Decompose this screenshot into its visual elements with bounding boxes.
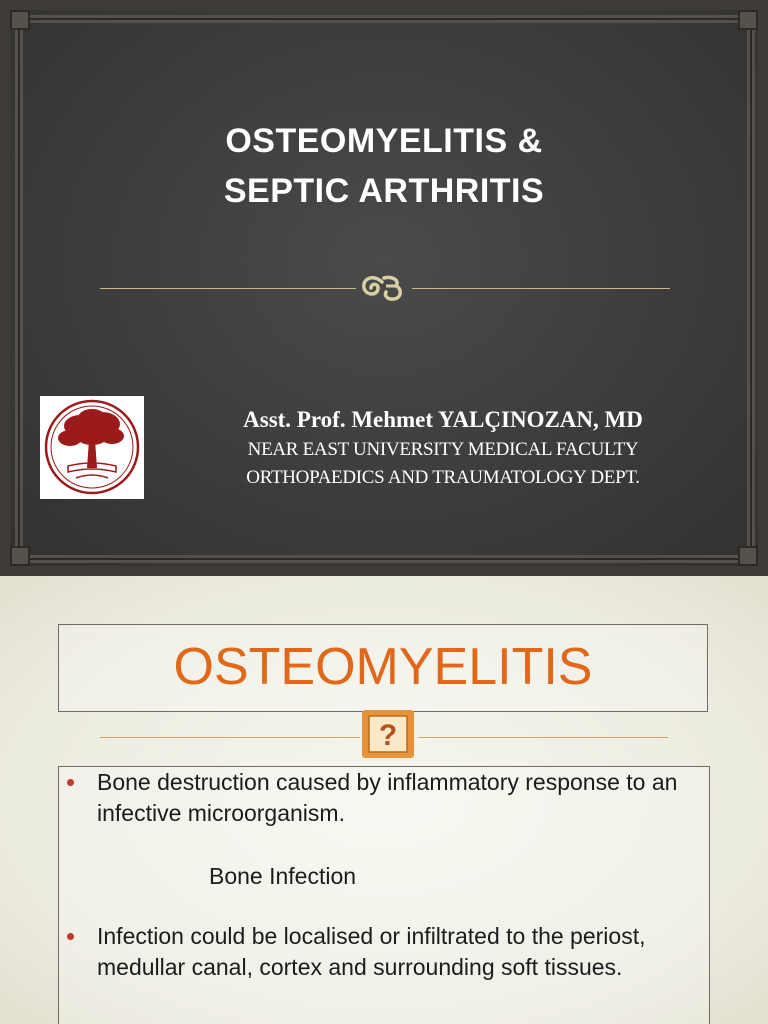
divider-right — [412, 288, 670, 289]
university-logo — [40, 396, 144, 499]
divider-right — [418, 737, 668, 738]
missing-image-icon — [360, 708, 416, 760]
content-slide — [0, 576, 768, 1024]
institution-name: NEAR EAST UNIVERSITY MEDICAL FACULTY — [247, 439, 639, 460]
divider-left — [100, 737, 360, 738]
sub-text: Bone Infection — [209, 863, 357, 889]
bullet-text: Bone destruction caused by inflammatory response to an infective microorganism. — [97, 769, 678, 826]
department-name: ORTHOPAEDICS AND TRAUMATOLOGY DEPT. — [246, 467, 640, 488]
author-name: Asst. Prof. Mehmet YALÇINOZAN, MD — [243, 407, 643, 432]
svg-text:?: ? — [378, 719, 398, 752]
ornament-icon — [356, 268, 412, 308]
frame-corner — [738, 546, 758, 566]
content-box — [58, 766, 710, 1024]
author-block — [190, 404, 696, 492]
divider-left — [100, 288, 356, 289]
bullet-text: Infection could be localised or infiltrated to the periost, medullar canal, cortex and surrounding soft tissues. — [97, 923, 646, 980]
title-box — [58, 624, 708, 712]
slide-title: OSTEOMYELITIS — [173, 638, 593, 696]
frame-corner — [10, 10, 30, 30]
tree-logo-icon — [40, 396, 144, 499]
title-line-2: SEPTIC ARTHRITIS — [223, 172, 545, 210]
slide-title — [0, 116, 768, 216]
frame-corner — [10, 546, 30, 566]
bullet-icon — [67, 933, 74, 940]
frame-corner — [738, 10, 758, 30]
bullet-icon — [67, 779, 74, 786]
title-line-1: OSTEOMYELITIS & — [225, 122, 543, 160]
